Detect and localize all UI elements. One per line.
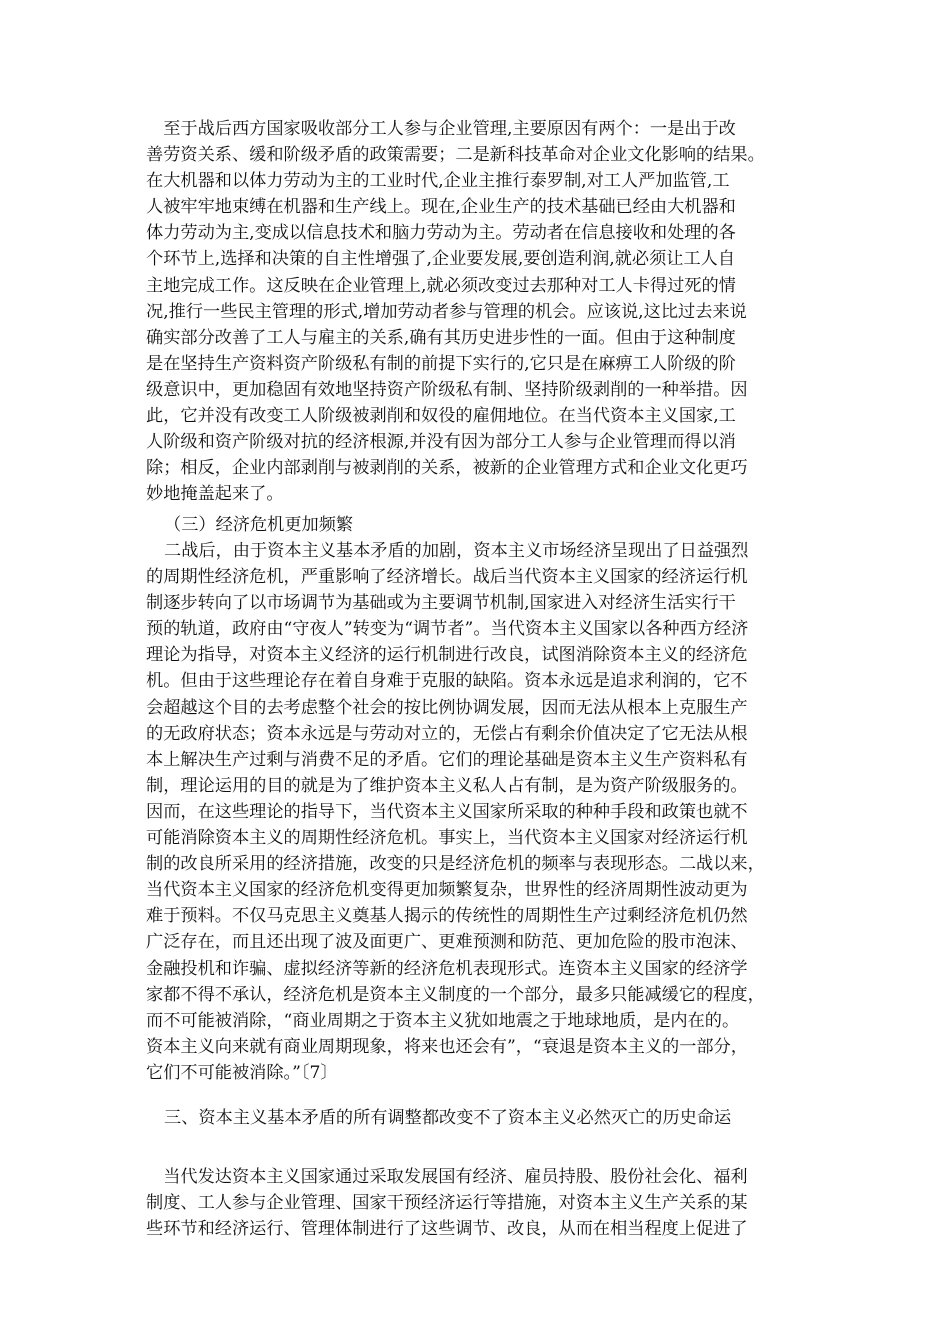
text-line: 人阶级和资产阶级对抗的经济根源,并没有因为部分工人参与企业管理而得以消 (146, 432, 736, 453)
text-line: 况,推行一些民主管理的形式,增加劳动者参与管理的机会。应该说,这比过去来说 (146, 301, 747, 322)
text-line: 级意识中，更加稳固有效地坚持资产阶级私有制、坚持阶级剥削的一种举措。因 (146, 379, 748, 400)
paragraph-economic-crisis (146, 538, 816, 1086)
text-line: 的无政府状态；资本永远是与劳动对立的，无偿占有剩余价值决定了它无法从根 (146, 723, 748, 744)
text-line: 妙地掩盖起来了。 (146, 484, 284, 505)
text-line: 在大机器和以体力劳动为主的工业时代,企业主推行泰罗制,对工人严加监管,工 (146, 171, 730, 192)
text-line: 除；相反，企业内部剥削与被剥削的关系，被新的企业管理方式和企业文化更巧 (146, 458, 748, 479)
text-line: 二战后，由于资本主义基本矛盾的加剧，资本主义市场经济呈现出了日益强烈 (164, 541, 749, 561)
text-line: 它们不可能被消除。”〔7〕 (146, 1062, 338, 1083)
text-line: 难于预料。不仅马克思主义奠基人揭示的传统性的周期性生产过剩经济危机仍然 (146, 906, 748, 927)
text-line: 广泛存在，而且还出现了波及面更广、更难预测和防范、更加危险的股市泡沫、 (146, 932, 748, 953)
text-line: 可能消除资本主义的周期性经济危机。事实上，当代资本主义国家对经济运行机 (146, 828, 748, 849)
text-line: 而不可能被消除，“商业周期之于资本主义犹如地震之于地球地质，是内在的。 (146, 1010, 740, 1031)
text-line: 此，它并没有改变工人阶级被剥削和奴役的雇佣地位。在当代资本主义国家,工 (146, 406, 736, 427)
text-line: 至于战后西方国家吸收部分工人参与企业管理,主要原因有两个：一是出于改 (146, 119, 736, 139)
text-line: 体力劳动为主,变成以信息技术和脑力劳动为主。劳动者在信息接收和处理的各 (146, 223, 736, 244)
text-line: 的周期性经济危机，严重影响了经济增长。战后当代资本主义国家的经济运行机 (146, 567, 748, 588)
text-line: 理论为指导，对资本主义经济的运行机制进行改良，试图消除资本主义的经济危 (146, 645, 748, 666)
paragraph-adjustments (146, 1164, 816, 1242)
text-line: 预的轨道，政府由“守夜人”转变为“调节者”。当代资本主义国家以各种西方经济 (146, 619, 749, 640)
text-line: 制度、工人参与企业管理、国家干预经济运行等措施，对资本主义生产关系的某 (146, 1193, 748, 1214)
text-line: 善劳资关系、缓和阶级矛盾的政策需要；二是新科技革命对企业文化影响的结果。 (146, 145, 765, 166)
text-line: 当代发达资本主义国家通过采取发展国有经济、雇员持股、股份社会化、福利 (146, 1167, 748, 1187)
text-line: 制的改良所采用的经济措施，改变的只是经济危机的频率与表现形态。二战以来， (146, 854, 765, 875)
text-line: 金融投机和诈骗、虚拟经济等新的经济危机表现形式。连资本主义国家的经济学 (146, 958, 748, 979)
text-line: 人被牢牢地束缚在机器和生产线上。现在,企业生产的技术基础已经由大机器和 (146, 197, 736, 218)
text-line: 家都不得不承认，经济危机是资本主义制度的一个部分，最多只能减缓它的程度， (146, 984, 765, 1005)
text-line: 机。但由于这些理论存在着自身难于克服的缺陷。资本永远是追求利润的，它不 (146, 671, 748, 692)
text-line: 制逐步转向了以市场调节为基础或为主要调节机制,国家进入对经济生活实行干 (146, 593, 736, 614)
text-line: 本上解决生产过剩与消费不足的矛盾。它们的理论基础是资本主义生产资料私有 (146, 749, 748, 770)
section-heading-three: 三、资本主义基本矛盾的所有调整都改变不了资本主义必然灭亡的历史命运 (164, 1108, 732, 1128)
text-line: 制，理论运用的目的就是为了维护资本主义私人占有制，是为资产阶级服务的。 (146, 775, 748, 796)
text-line: 些环节和经济运行、管理体制进行了这些调节、改良，从而在相当程度上促进了 (146, 1219, 748, 1240)
text-line: 是在坚持生产资料资产阶级私有制的前提下实行的,它只是在麻痹工人阶级的阶 (146, 353, 736, 374)
paragraph-worker-participation (146, 116, 816, 507)
text-line: 个环节上,选择和决策的自主性增强了,企业要发展,要创造利润,就必须让工人自 (146, 249, 736, 270)
text-line: 因而，在这些理论的指导下，当代资本主义国家所采取的种种手段和政策也就不 (146, 801, 748, 822)
text-line: 会超越这个目的去考虑整个社会的按比例协调发展，因而无法从根本上克服生产 (146, 697, 748, 718)
text-line: 资本主义向来就有商业周期现象，将来也还会有”，“衰退是资本主义的一部分， (146, 1036, 748, 1057)
text-line: 主地完成工作。这反映在企业管理上,就必须改变过去那种对工人卡得过死的情 (146, 275, 736, 296)
text-line: 当代资本主义国家的经济危机变得更加频繁复杂，世界性的经济周期性波动更为 (146, 880, 748, 901)
subheading-economic-crisis: （三）经济危机更加频繁 (164, 515, 354, 535)
text-line: 确实部分改善了工人与雇主的关系,确有其历史进步性的一面。但由于这种制度 (146, 327, 736, 348)
